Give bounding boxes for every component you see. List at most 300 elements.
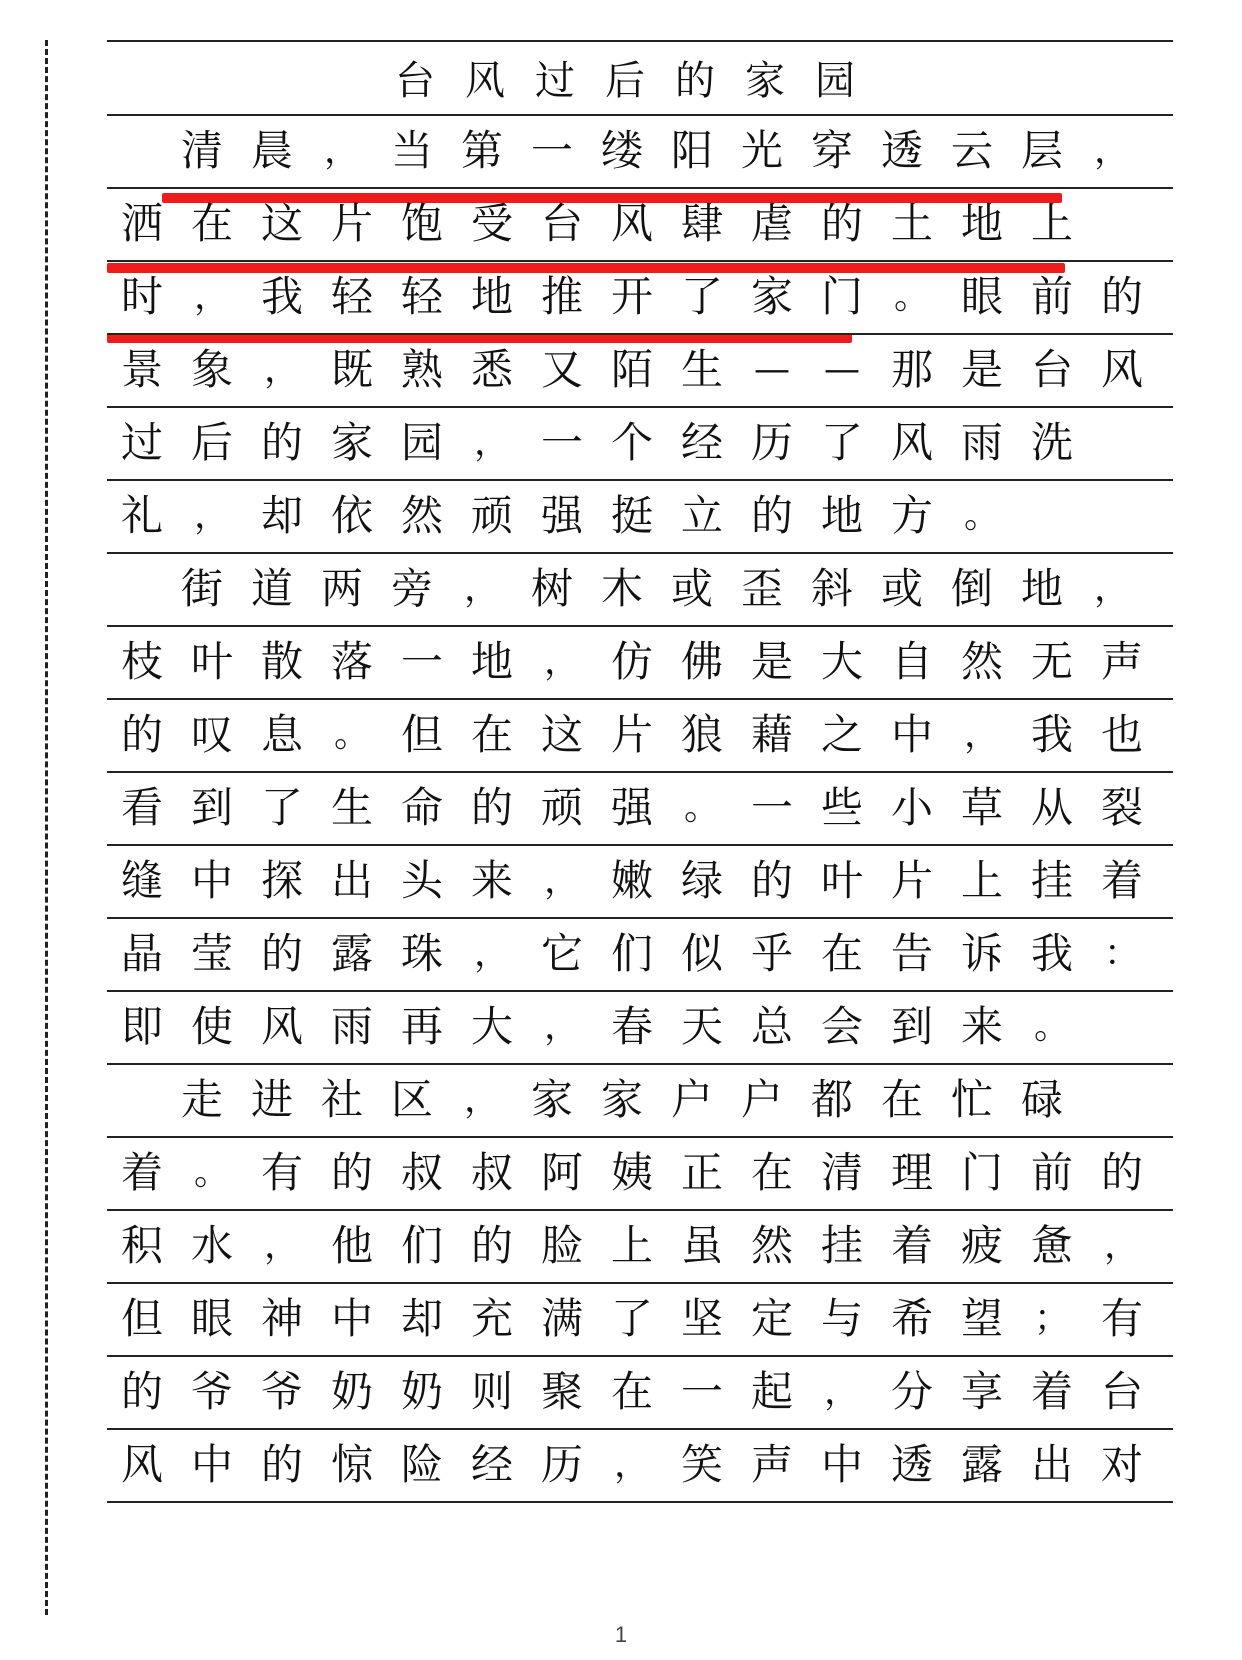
essay-char: 树	[530, 564, 573, 613]
essay-char: 道	[250, 564, 293, 613]
essay-char: 前	[1030, 272, 1073, 321]
essay-char: 理	[890, 1148, 933, 1197]
essay-char: 出	[330, 856, 373, 905]
essay-char: 台	[540, 199, 583, 248]
essay-char: 着	[120, 1148, 163, 1197]
essay-char: 落	[330, 637, 373, 686]
essay-char: 台	[1030, 345, 1073, 394]
essay-char: 惫	[1030, 1221, 1073, 1270]
essay-char: 春	[610, 1002, 653, 1051]
essay-char: 享	[960, 1367, 1003, 1416]
essay-char: 看	[120, 783, 163, 832]
essay-char: 坚	[680, 1294, 723, 1343]
essay-char: 中	[820, 1440, 863, 1489]
essay-line	[107, 187, 1173, 261]
essay-char: 的	[470, 1221, 513, 1270]
essay-char: ；	[1033, 1298, 1070, 1339]
essay-char: 肆	[680, 199, 723, 248]
essay-title	[107, 40, 1173, 114]
essay-char: 会	[820, 1002, 863, 1051]
essay-char: 分	[890, 1367, 933, 1416]
essay-char: 笑	[680, 1440, 723, 1489]
essay-char: 又	[540, 345, 583, 394]
essay-char: 在	[190, 199, 233, 248]
essay-char: 缝	[120, 856, 163, 905]
essay-char: 历	[540, 1440, 583, 1489]
essay-char: 家	[330, 418, 373, 467]
essay-char: 轻	[400, 272, 443, 321]
essay-char: 则	[470, 1367, 513, 1416]
essay-char: ，	[1103, 1225, 1140, 1266]
essay-char: 地	[820, 491, 863, 540]
essay-char: 有	[1100, 1294, 1143, 1343]
essay-char: 姨	[610, 1148, 653, 1197]
essay-char: 之	[820, 710, 863, 759]
essay-char: 或	[670, 564, 713, 613]
essay-title-text: 台风过后的家园	[395, 57, 885, 104]
essay-char: 积	[120, 1221, 163, 1270]
essay-char: 无	[1030, 637, 1073, 686]
essay-line	[107, 1428, 1173, 1502]
essay-char: 挺	[610, 491, 653, 540]
essay-char: 斜	[810, 564, 853, 613]
essay-char: ，	[473, 422, 510, 463]
essay-char: 一	[530, 126, 573, 175]
essay-line	[107, 1136, 1173, 1210]
essay-char: 洗	[1030, 418, 1073, 467]
essay-char: 片	[610, 710, 653, 759]
essay-line	[107, 114, 1173, 188]
essay-char: 奶	[400, 1367, 443, 1416]
essay-char: 然	[400, 491, 443, 540]
essay-char: 神	[260, 1294, 303, 1343]
essay-char: 草	[960, 783, 1003, 832]
essay-char: 着	[1030, 1367, 1073, 1416]
essay-char: 地	[1020, 564, 1063, 613]
essay-char: 自	[890, 637, 933, 686]
essay-char: 景	[120, 345, 163, 394]
essay-char: 开	[610, 272, 653, 321]
essay-char: 缕	[600, 126, 643, 175]
essay-char: 望	[960, 1294, 1003, 1343]
essay-char: ，	[473, 933, 510, 974]
essay-char: 露	[330, 929, 373, 978]
essay-char: 顽	[540, 783, 583, 832]
essay-char: 在	[470, 710, 513, 759]
essay-char: 我	[260, 272, 303, 321]
essay-char: 一	[400, 637, 443, 686]
essay-char: 一	[750, 783, 793, 832]
essay-char: ，	[463, 568, 500, 609]
essay-line	[107, 333, 1173, 407]
essay-char: 。	[963, 495, 1000, 536]
essay-char: 来	[470, 856, 513, 905]
essay-char: 总	[750, 1002, 793, 1051]
essay-char: 生	[680, 345, 723, 394]
essay-char: 眼	[190, 1294, 233, 1343]
essay-char: —	[754, 349, 790, 390]
essay-char: 奶	[330, 1367, 373, 1416]
essay-char: 但	[400, 710, 443, 759]
essay-line	[107, 1063, 1173, 1137]
essay-char: 的	[260, 1440, 303, 1489]
essay-char: 的	[820, 199, 863, 248]
essay-char: 了	[680, 272, 723, 321]
essay-char: 着	[890, 1221, 933, 1270]
essay-char: ，	[263, 1225, 300, 1266]
essay-char: ，	[463, 1079, 500, 1120]
essay-char: 声	[750, 1440, 793, 1489]
ruled-line	[107, 1501, 1173, 1503]
essay-char: 脸	[540, 1221, 583, 1270]
essay-char: ，	[823, 1371, 860, 1412]
essay-char: 上	[1030, 199, 1073, 248]
essay-char: 经	[680, 418, 723, 467]
essay-char: 疲	[960, 1221, 1003, 1270]
essay-char: 们	[610, 929, 653, 978]
essay-char: 陌	[610, 345, 653, 394]
essay-line	[107, 990, 1173, 1064]
essay-char: 风	[120, 1440, 163, 1489]
essay-char: 小	[890, 783, 933, 832]
essay-char: 的	[470, 783, 513, 832]
essay-char: 对	[1100, 1440, 1143, 1489]
essay-char: 区	[390, 1075, 433, 1124]
essay-char: 依	[330, 491, 373, 540]
essay-char: 风	[260, 1002, 303, 1051]
essay-char: 悉	[470, 345, 513, 394]
essay-char: 方	[890, 491, 933, 540]
essay-char: 一	[680, 1367, 723, 1416]
essay-char: 们	[400, 1221, 443, 1270]
essay-char: 正	[680, 1148, 723, 1197]
essay-line	[107, 260, 1173, 334]
essay-char: 是	[960, 345, 1003, 394]
essay-line	[107, 1355, 1173, 1429]
essay-char: 佛	[680, 637, 723, 686]
essay-char: 进	[250, 1075, 293, 1124]
page-number: 1	[614, 1622, 628, 1647]
essay-char: 大	[470, 1002, 513, 1051]
essay-char: 在	[880, 1075, 923, 1124]
essay-char: 土	[890, 199, 933, 248]
essay-char: 他	[330, 1221, 373, 1270]
essay-char: 清	[180, 126, 223, 175]
essay-char: 满	[540, 1294, 583, 1343]
essay-char: 叶	[190, 637, 233, 686]
essay-char: 探	[260, 856, 303, 905]
essay-char: ，	[543, 1006, 580, 1047]
essay-char: 一	[540, 418, 583, 467]
essay-line	[107, 406, 1173, 480]
essay-char: —	[824, 349, 860, 390]
essay-char: 它	[540, 929, 583, 978]
essay-char: 嫩	[610, 856, 653, 905]
essay-char: 木	[600, 564, 643, 613]
essay-char: 叔	[400, 1148, 443, 1197]
essay-char: 家	[530, 1075, 573, 1124]
essay-char: 莹	[190, 929, 233, 978]
essay-char: 受	[470, 199, 513, 248]
essay-char: 礼	[120, 491, 163, 540]
essay-char: 户	[670, 1075, 713, 1124]
essay-char: 轻	[330, 272, 373, 321]
essay-char: 我	[1030, 710, 1073, 759]
essay-char: 也	[1100, 710, 1143, 759]
essay-char: 与	[820, 1294, 863, 1343]
essay-char: 旁	[390, 564, 433, 613]
essay-char: 了	[610, 1294, 653, 1343]
essay-char: 绿	[680, 856, 723, 905]
essay-char: 天	[680, 1002, 723, 1051]
essay-char: 或	[880, 564, 923, 613]
essay-char: 晶	[120, 929, 163, 978]
essay-char: 两	[320, 564, 363, 613]
essay-char: 清	[820, 1148, 863, 1197]
essay-char: 立	[680, 491, 723, 540]
essay-char: 爷	[260, 1367, 303, 1416]
essay-char: 层	[1020, 126, 1063, 175]
essay-char: 云	[950, 126, 993, 175]
essay-char: 雨	[960, 418, 1003, 467]
essay-char: 有	[260, 1148, 303, 1197]
essay-char: 诉	[960, 929, 1003, 978]
essay-char: 叹	[190, 710, 233, 759]
essay-char: 雨	[330, 1002, 373, 1051]
essay-char: 些	[820, 783, 863, 832]
essay-char: 穿	[810, 126, 853, 175]
essay-char: 第	[460, 126, 503, 175]
essay-char: 狼	[680, 710, 723, 759]
essay-char: 的	[750, 856, 793, 905]
essay-char: 命	[400, 783, 443, 832]
essay-char: 门	[960, 1148, 1003, 1197]
essay-char: 后	[190, 418, 233, 467]
essay-char: 在	[750, 1148, 793, 1197]
essay-char: 爷	[190, 1367, 233, 1416]
essay-char: 时	[120, 272, 163, 321]
essay-char: 的	[120, 1367, 163, 1416]
essay-line	[107, 479, 1173, 553]
essay-char: 眼	[960, 272, 1003, 321]
essay-char: ，	[613, 1444, 650, 1485]
essay-char: 然	[750, 1221, 793, 1270]
essay-char: 歪	[740, 564, 783, 613]
essay-char: 枝	[120, 637, 163, 686]
essay-char: 顽	[470, 491, 513, 540]
essay-char: 地	[960, 199, 1003, 248]
essay-char: ，	[323, 130, 360, 171]
essay-char: 着	[1100, 856, 1143, 905]
essay-char: 生	[330, 783, 373, 832]
essay-line	[107, 844, 1173, 918]
essay-char: 风	[1100, 345, 1143, 394]
essay-char: 的	[1100, 272, 1143, 321]
essay-char	[137, 114, 167, 188]
essay-char: 历	[750, 418, 793, 467]
essay-char: 中	[190, 856, 233, 905]
essay-char: 再	[400, 1002, 443, 1051]
essay-char: 片	[330, 199, 373, 248]
essay-char	[107, 114, 137, 188]
essay-char: 走	[180, 1075, 223, 1124]
essay-char: 的	[750, 491, 793, 540]
essay-char: 藉	[750, 710, 793, 759]
essay-char: 的	[260, 418, 303, 467]
essay-char: 强	[610, 783, 653, 832]
essay-char: 推	[540, 272, 583, 321]
essay-char: 碌	[1020, 1075, 1063, 1124]
essay-char	[107, 552, 137, 626]
margin-dashed-rule	[45, 40, 48, 1615]
essay-char: 洒	[120, 199, 163, 248]
essay-char: 然	[960, 637, 1003, 686]
essay-line	[107, 917, 1173, 991]
essay-char: 虐	[750, 199, 793, 248]
essay-char: 到	[890, 1002, 933, 1051]
essay-char: 。	[1033, 1006, 1070, 1047]
essay-char: ，	[543, 641, 580, 682]
essay-char: 即	[120, 1002, 163, 1051]
essay-char: 出	[1030, 1440, 1073, 1489]
essay-char: 叔	[470, 1148, 513, 1197]
essay-char: 过	[120, 418, 163, 467]
essay-char: 社	[320, 1075, 363, 1124]
essay-char: 上	[610, 1221, 653, 1270]
essay-char: 我	[1030, 929, 1073, 978]
essay-char: 来	[960, 1002, 1003, 1051]
essay-char: 园	[400, 418, 443, 467]
essay-char: ，	[263, 349, 300, 390]
essay-char: 但	[120, 1294, 163, 1343]
essay-char: ，	[963, 714, 1000, 755]
essay-char: 倒	[950, 564, 993, 613]
essay-char: 使	[190, 1002, 233, 1051]
essay-char: 忙	[950, 1075, 993, 1124]
essay-char: 台	[1100, 1367, 1143, 1416]
essay-char: 惊	[330, 1440, 373, 1489]
essay-char: 饱	[400, 199, 443, 248]
essay-char: 充	[470, 1294, 513, 1343]
essay-char: 的	[1100, 1148, 1143, 1197]
essay-char: 户	[740, 1075, 783, 1124]
essay-char: 这	[260, 199, 303, 248]
essay-char: 经	[470, 1440, 513, 1489]
essay-char: 挂	[820, 1221, 863, 1270]
essay-char: 是	[750, 637, 793, 686]
essay-char: 透	[880, 126, 923, 175]
essay-char: 中	[330, 1294, 373, 1343]
essay-char: 阿	[540, 1148, 583, 1197]
essay-char	[137, 1063, 167, 1137]
essay-char: 却	[400, 1294, 443, 1343]
essay-line	[107, 552, 1173, 626]
essay-char: 的	[260, 929, 303, 978]
essay-char: 。	[893, 276, 930, 317]
essay-char: ，	[1093, 568, 1130, 609]
essay-char: 息	[260, 710, 303, 759]
essay-char: 那	[890, 345, 933, 394]
essay-char: 。	[333, 714, 370, 755]
essay-char: 透	[890, 1440, 933, 1489]
essay-char: 乎	[750, 929, 793, 978]
essay-char: 仿	[610, 637, 653, 686]
essay-char: 散	[260, 637, 303, 686]
essay-char: 的	[330, 1148, 373, 1197]
essay-char: 这	[540, 710, 583, 759]
essay-char: 在	[820, 929, 863, 978]
essay-char: ，	[1093, 130, 1130, 171]
essay-char: 。	[193, 1152, 230, 1193]
essay-char: 却	[260, 491, 303, 540]
essay-char: ，	[193, 495, 230, 536]
essay-char: 当	[390, 126, 433, 175]
essay-char: 街	[180, 564, 223, 613]
essay-char	[137, 552, 167, 626]
essay-line	[107, 771, 1173, 845]
essay-char: ：	[1103, 933, 1140, 974]
essay-char: 定	[750, 1294, 793, 1343]
essay-char: 门	[820, 272, 863, 321]
essay-char: 片	[890, 856, 933, 905]
essay-line	[107, 1282, 1173, 1356]
essay-char: 在	[610, 1367, 653, 1416]
essay-char: 既	[330, 345, 373, 394]
essay-char: ，	[193, 276, 230, 317]
essay-char: 。	[683, 787, 720, 828]
essay-char: 了	[820, 418, 863, 467]
essay-char: 似	[680, 929, 723, 978]
essay-line	[107, 698, 1173, 772]
essay-char: 从	[1030, 783, 1073, 832]
essay-char: 强	[540, 491, 583, 540]
essay-char: 个	[610, 418, 653, 467]
essay-char: 水	[190, 1221, 233, 1270]
essay-char: 告	[890, 929, 933, 978]
essay-char: 家	[750, 272, 793, 321]
essay-char: 的	[120, 710, 163, 759]
essay-char: 晨	[250, 126, 293, 175]
essay-char: 地	[470, 272, 513, 321]
essay-char: 了	[260, 783, 303, 832]
essay-char: 裂	[1100, 783, 1143, 832]
essay-char: 上	[960, 856, 1003, 905]
essay-line	[107, 625, 1173, 699]
essay-char: 声	[1100, 637, 1143, 686]
essay-char: 珠	[400, 929, 443, 978]
essay-char: 挂	[1030, 856, 1073, 905]
essay-char: 风	[610, 199, 653, 248]
essay-char: 希	[890, 1294, 933, 1343]
essay-char	[107, 1063, 137, 1137]
essay-char: 熟	[400, 345, 443, 394]
essay-char: 中	[190, 1440, 233, 1489]
essay-char: 到	[190, 783, 233, 832]
essay-char: 都	[810, 1075, 853, 1124]
essay-char: 露	[960, 1440, 1003, 1489]
essay-line	[107, 1209, 1173, 1283]
essay-char: 象	[190, 345, 233, 394]
essay-char: 头	[400, 856, 443, 905]
essay-char: ，	[543, 860, 580, 901]
essay-char: 光	[740, 126, 783, 175]
essay-char: 聚	[540, 1367, 583, 1416]
essay-char: 前	[1030, 1148, 1073, 1197]
essay-char: 险	[400, 1440, 443, 1489]
essay-char: 大	[820, 637, 863, 686]
essay-char: 虽	[680, 1221, 723, 1270]
essay-char: 叶	[820, 856, 863, 905]
